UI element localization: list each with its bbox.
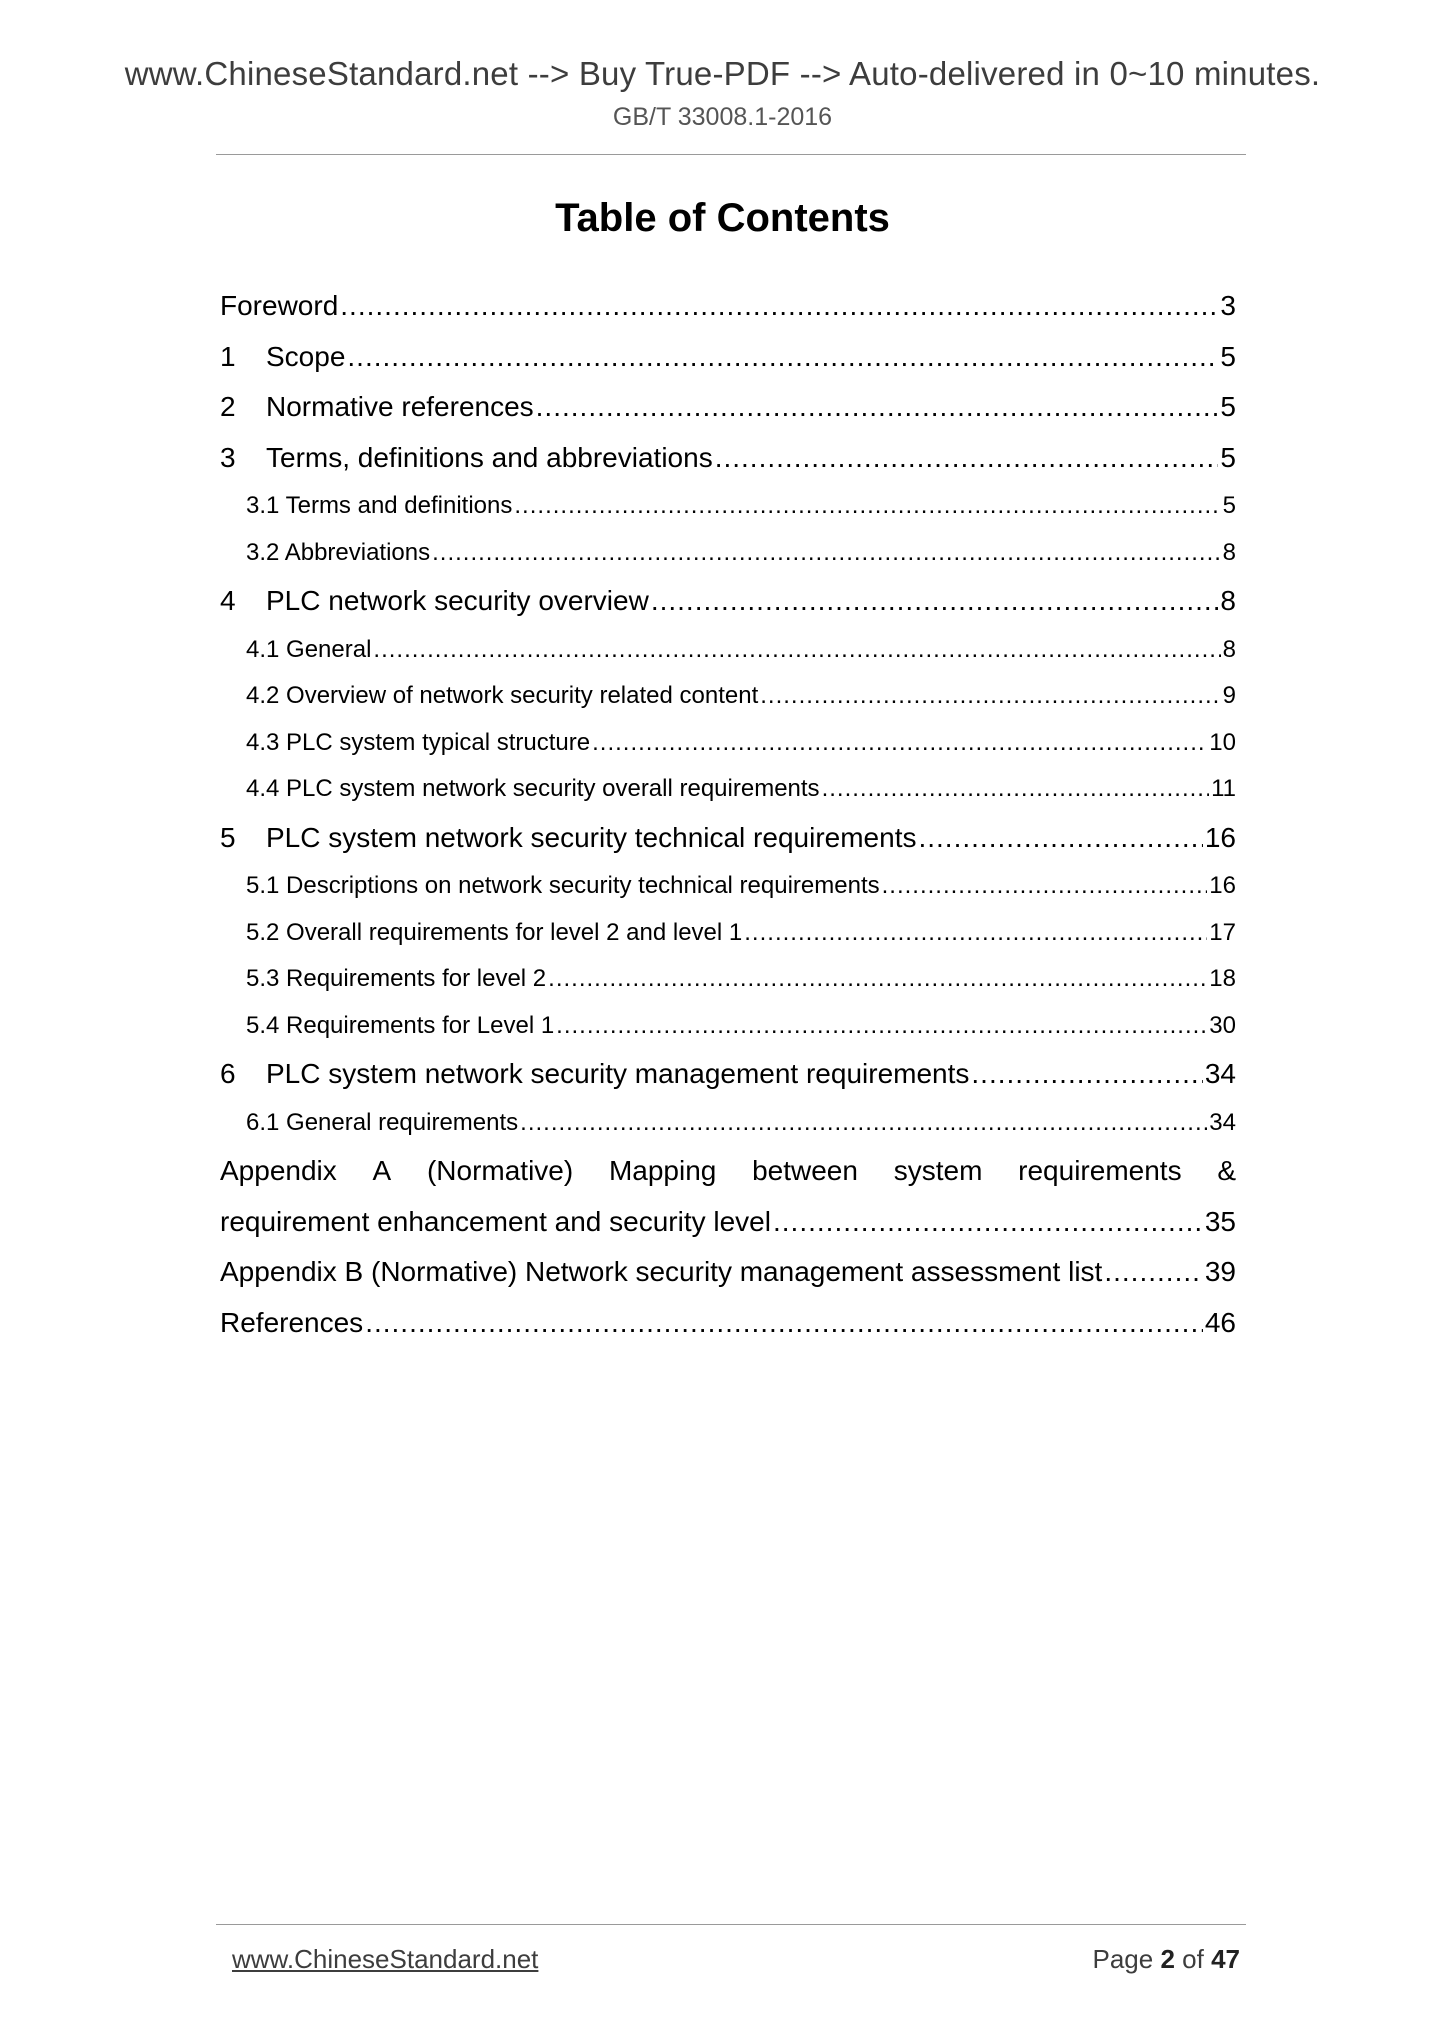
toc-entry-appendix-b[interactable] bbox=[220, 1256, 1236, 1307]
appendix-a-word: A bbox=[372, 1155, 392, 1186]
toc-leader-dots bbox=[340, 290, 1218, 322]
appendix-a-word: system bbox=[893, 1155, 983, 1186]
toc-leader-dots bbox=[651, 585, 1219, 617]
toc-page-number: 3 bbox=[1220, 290, 1236, 321]
toc-page-number: 10 bbox=[1209, 728, 1236, 756]
appendix-a-word: (Normative) bbox=[426, 1155, 574, 1186]
toc-entry-text: 6.1 General requirements bbox=[246, 1108, 519, 1136]
toc-entry-4-4[interactable] bbox=[220, 775, 1236, 822]
toc-leader-dots bbox=[715, 442, 1219, 474]
toc-entry-text: Normative references bbox=[266, 391, 534, 422]
toc-page-number: 30 bbox=[1209, 1011, 1236, 1039]
toc-page-number: 17 bbox=[1209, 918, 1236, 946]
toc-entry-text: 4.3 PLC system typical structure bbox=[246, 728, 591, 756]
footer-website-link[interactable]: www.ChineseStandard.net bbox=[232, 1944, 539, 1974]
toc-page-number: 5 bbox=[1220, 391, 1236, 422]
toc-entry-text: References bbox=[220, 1306, 364, 1338]
toc-leader-dots bbox=[347, 341, 1218, 373]
appendix-a-word: & bbox=[1217, 1155, 1236, 1186]
toc-page-number: 5 bbox=[1220, 340, 1236, 372]
page-label: Page bbox=[1092, 1944, 1154, 1974]
toc-page-number: 34 bbox=[1204, 1058, 1236, 1089]
page-current: 2 bbox=[1160, 1944, 1175, 1974]
toc-entry-4-1[interactable] bbox=[220, 636, 1236, 683]
toc-page-number: 34 bbox=[1209, 1108, 1236, 1136]
toc-page-number: 8 bbox=[1220, 585, 1236, 616]
toc-entry-5-4[interactable] bbox=[220, 1012, 1236, 1059]
toc-leader-dots bbox=[1104, 1256, 1203, 1288]
toc-entry-text: Terms, definitions and abbreviations bbox=[266, 441, 713, 473]
page-total: 47 bbox=[1211, 1944, 1240, 1974]
footer-divider bbox=[216, 1924, 1246, 1925]
toc-entry-text: 3.2 Abbreviations bbox=[246, 538, 431, 566]
toc-section-number: 3 bbox=[220, 441, 236, 473]
toc-leader-dots bbox=[432, 539, 1221, 567]
toc-leader-dots bbox=[548, 965, 1207, 993]
toc-entry-6-1[interactable] bbox=[220, 1109, 1236, 1156]
appendix-a-word: Mapping bbox=[608, 1155, 717, 1186]
toc-page-number: 5 bbox=[1220, 441, 1236, 473]
toc-entry-5-2[interactable] bbox=[220, 919, 1236, 966]
toc-entry-text: Foreword bbox=[220, 290, 339, 321]
toc-leader-dots bbox=[971, 1058, 1202, 1090]
toc-page-number: 5 bbox=[1222, 492, 1236, 519]
toc-entry-text: 5.4 Requirements for Level 1 bbox=[246, 1011, 555, 1039]
page-title: Table of Contents bbox=[555, 196, 890, 240]
toc-section-number: 6 bbox=[220, 1058, 236, 1089]
toc-leader-dots bbox=[918, 822, 1202, 854]
toc-entry-terms[interactable] bbox=[220, 442, 1236, 493]
toc-leader-dots bbox=[373, 636, 1220, 664]
toc-page-number: 39 bbox=[1204, 1256, 1236, 1287]
toc-entry-text: Appendix B (Normative) Network security management assessment list bbox=[220, 1256, 1103, 1287]
toc-entry-4-2[interactable] bbox=[220, 682, 1236, 729]
header-banner: www.ChineseStandard.net --> Buy True-PDF --> Auto-delivered in 0~10 minutes. bbox=[124, 55, 1321, 92]
appendix-a-line-1 bbox=[220, 1155, 1236, 1206]
toc-entry-3-2[interactable] bbox=[220, 539, 1236, 586]
toc-page-number: 16 bbox=[1209, 872, 1236, 899]
toc-page-number: 8 bbox=[1222, 635, 1236, 663]
toc-page-number: 9 bbox=[1222, 682, 1236, 709]
toc-leader-dots bbox=[773, 1206, 1203, 1238]
toc-section-number: 4 bbox=[220, 585, 236, 616]
toc-leader-dots bbox=[556, 1012, 1207, 1040]
toc-entry-references[interactable] bbox=[220, 1307, 1236, 1358]
toc-entry-text: Scope bbox=[266, 340, 346, 372]
toc-leader-dots bbox=[822, 775, 1210, 803]
toc-entry-plc-overview[interactable] bbox=[220, 585, 1236, 636]
toc-section-number: 1 bbox=[220, 340, 236, 372]
page-indicator bbox=[1092, 1944, 1240, 1975]
appendix-a-word: between bbox=[752, 1155, 858, 1186]
toc-entry-text: 4.1 General bbox=[246, 635, 372, 663]
toc-entry-3-1[interactable] bbox=[220, 492, 1236, 539]
toc-section-number: 2 bbox=[220, 391, 236, 422]
toc-entry-5-1[interactable] bbox=[220, 872, 1236, 919]
toc-leader-dots bbox=[744, 919, 1207, 947]
toc-entry-text: PLC system network security management requirements bbox=[266, 1058, 970, 1089]
toc-leader-dots bbox=[536, 391, 1219, 423]
standard-code: GB/T 33008.1-2016 bbox=[612, 103, 833, 131]
toc-entry-text: PLC system network security technical requirements bbox=[266, 821, 917, 853]
toc-page-number: 16 bbox=[1204, 821, 1236, 853]
toc-leader-dots bbox=[882, 872, 1208, 900]
toc-page-number: 18 bbox=[1209, 965, 1236, 992]
toc-entry-scope[interactable] bbox=[220, 341, 1236, 392]
toc-entry-text: PLC network security overview bbox=[266, 585, 649, 616]
toc-entry-appendix-a[interactable] bbox=[220, 1155, 1236, 1256]
toc-leader-dots bbox=[592, 729, 1207, 757]
toc-entry-foreword[interactable] bbox=[220, 290, 1236, 341]
toc-entry-4-3[interactable] bbox=[220, 729, 1236, 776]
toc-leader-dots bbox=[760, 682, 1220, 710]
appendix-a-word: Appendix bbox=[220, 1155, 337, 1186]
toc-leader-dots bbox=[365, 1307, 1203, 1339]
toc-entry-text: 5.3 Requirements for level 2 bbox=[246, 965, 547, 992]
toc-page-number: 46 bbox=[1204, 1306, 1236, 1338]
toc-section-number: 5 bbox=[220, 821, 236, 853]
toc-page-number: 11 bbox=[1211, 775, 1236, 802]
toc-entry-text: 4.2 Overview of network security related content bbox=[246, 682, 759, 709]
toc-page-number: 35 bbox=[1204, 1205, 1236, 1237]
toc-entry-5-3[interactable] bbox=[220, 965, 1236, 1012]
toc-page-number: 8 bbox=[1222, 538, 1236, 566]
header-divider bbox=[216, 154, 1246, 155]
toc-entry-technical-requirements[interactable] bbox=[220, 822, 1236, 873]
appendix-a-word: requirements bbox=[1018, 1155, 1182, 1186]
toc-entry-text: 4.4 PLC system network security overall requirements bbox=[246, 775, 820, 802]
toc-entry-text: requirement enhancement and security level bbox=[220, 1205, 771, 1237]
toc-leader-dots bbox=[520, 1109, 1207, 1137]
page-of: of bbox=[1182, 1944, 1204, 1974]
toc-entry-normative-references[interactable] bbox=[220, 391, 1236, 442]
toc-entry-text: 5.2 Overall requirements for level 2 and level 1 bbox=[246, 918, 743, 946]
toc-leader-dots bbox=[514, 492, 1220, 520]
toc-entry-text: 3.1 Terms and definitions bbox=[246, 492, 513, 519]
toc-entry-management-requirements[interactable] bbox=[220, 1058, 1236, 1109]
appendix-a-line-2 bbox=[220, 1206, 1236, 1257]
table-of-contents bbox=[220, 290, 1236, 1357]
toc-entry-text: 5.1 Descriptions on network security technical requirements bbox=[246, 872, 880, 899]
